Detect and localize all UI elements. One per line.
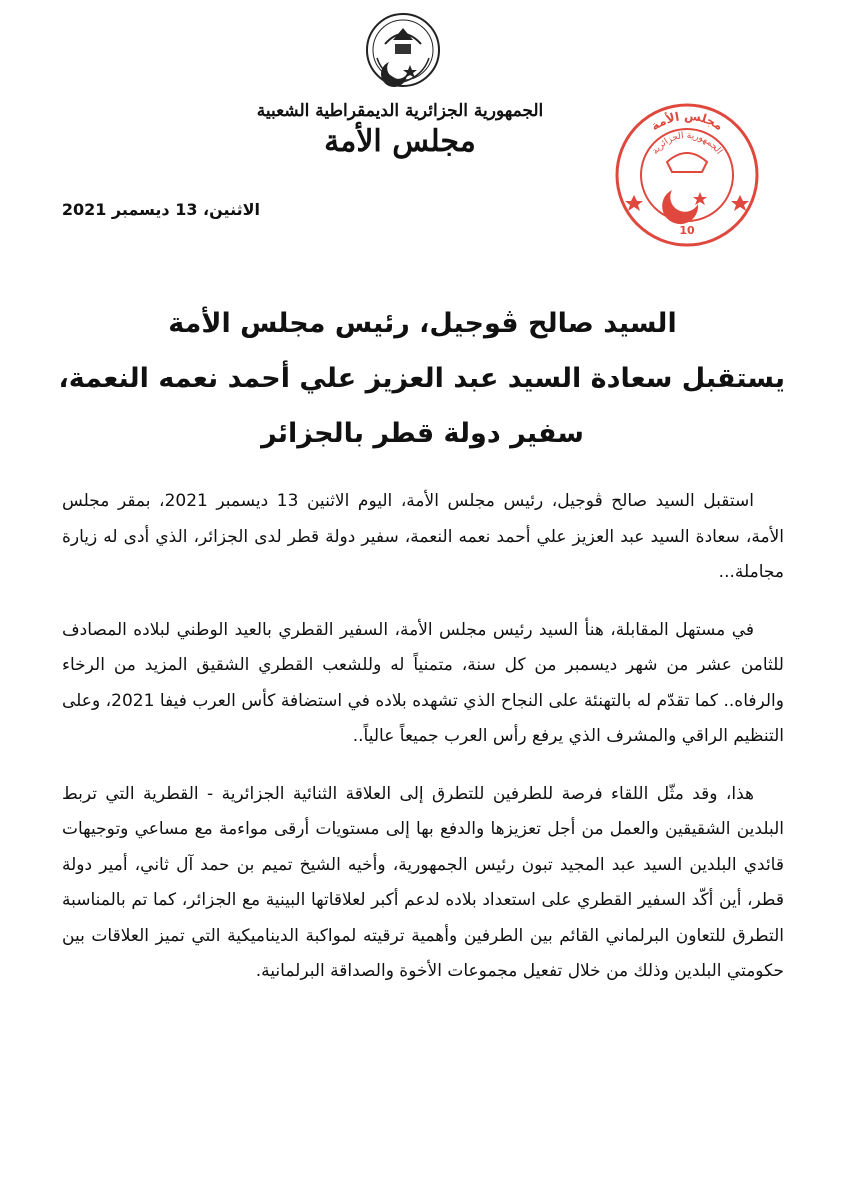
- republic-name: الجمهورية الجزائرية الديمقراطية الشعبية: [256, 101, 544, 121]
- headline-line-3: سفير دولة قطر بالجزائر: [261, 418, 584, 449]
- official-stamp: [612, 100, 762, 250]
- paragraph-2: في مستهل المقابلة، هنأ السيد رئيس مجلس الأمة، السفير القطري بالعيد الوطني لبلاده المصادف للثامن عشر من شهر ديسمبر من كل سنة، متمنياً له وللشعب القطري الشقيق المزيد من الرخاء والرفاه.. كما تقدّم له بالتهنئة على النجاح الذي تشهده بلاده في استضافة كأس العرب فيفا 2021، وعلى التنظيم الراقي والمشرف الذي يرفع رأس العرب جميعاً عالياً..: [62, 619, 784, 746]
- stamp-number: 10: [679, 224, 695, 237]
- stamp-inner-text: الجمهورية الجزائرية: [650, 130, 724, 157]
- council-name: مجلس الأمة: [324, 124, 476, 159]
- stamp-outer-text: مجلس الأمة: [648, 108, 726, 134]
- letterhead: [250, 100, 550, 162]
- headline-line-1: السيد صالح ڤوجيل، رئيس مجلس الأمة: [168, 308, 677, 339]
- paragraph-1: استقبل السيد صالح ڤوجيل، رئيس مجلس الأمة، اليوم الاثنين 13 ديسمبر 2021، بمقر مجلس الأمة، سعادة السيد عبد العزيز علي أحمد نعمه النعمة، سفير دولة قطر لدى الجزائر، الذي أدى له زيارة مجاملة...: [62, 491, 784, 582]
- paragraph-3: هذا، وقد مثّل اللقاء فرصة للطرفين للتطرق إلى العلاقة الثنائية الجزائرية - القطرية التي تربط البلدين الشقيقين والعمل من أجل تعزيزها والدفع بها إلى مستويات أرقى مواءمة مع مساعي وتوجيهات قائدي البلدين السيد عبد المجيد تبون رئيس الجمهورية، وأخيه الشيخ تميم بن حمد آل ثاني، أمير دولة قطر، أين أكّد السفير القطري على استعداد بلاده لدعم أكبر لعلاقاتها البينية مع الجزائر، كما تم بالمناسبة التطرق للتعاون البرلماني القائم بين الطرفين وأهمية ترقيته لمواكبة الديناميكية التي تميز العلاقات بين حكومتي البلدين وذلك من خلال تفعيل مجموعات الأخوة والصداقة البرلمانية.: [62, 783, 784, 981]
- release-date: الاثنين، 13 ديسمبر 2021: [61, 200, 260, 219]
- headline-line-2: يستقبل سعادة السيد عبد العزيز علي أحمد نعمه النعمة،: [58, 363, 785, 394]
- body-text: [62, 484, 784, 1012]
- algeria-emblem-icon: [363, 10, 443, 92]
- headline: [60, 296, 785, 461]
